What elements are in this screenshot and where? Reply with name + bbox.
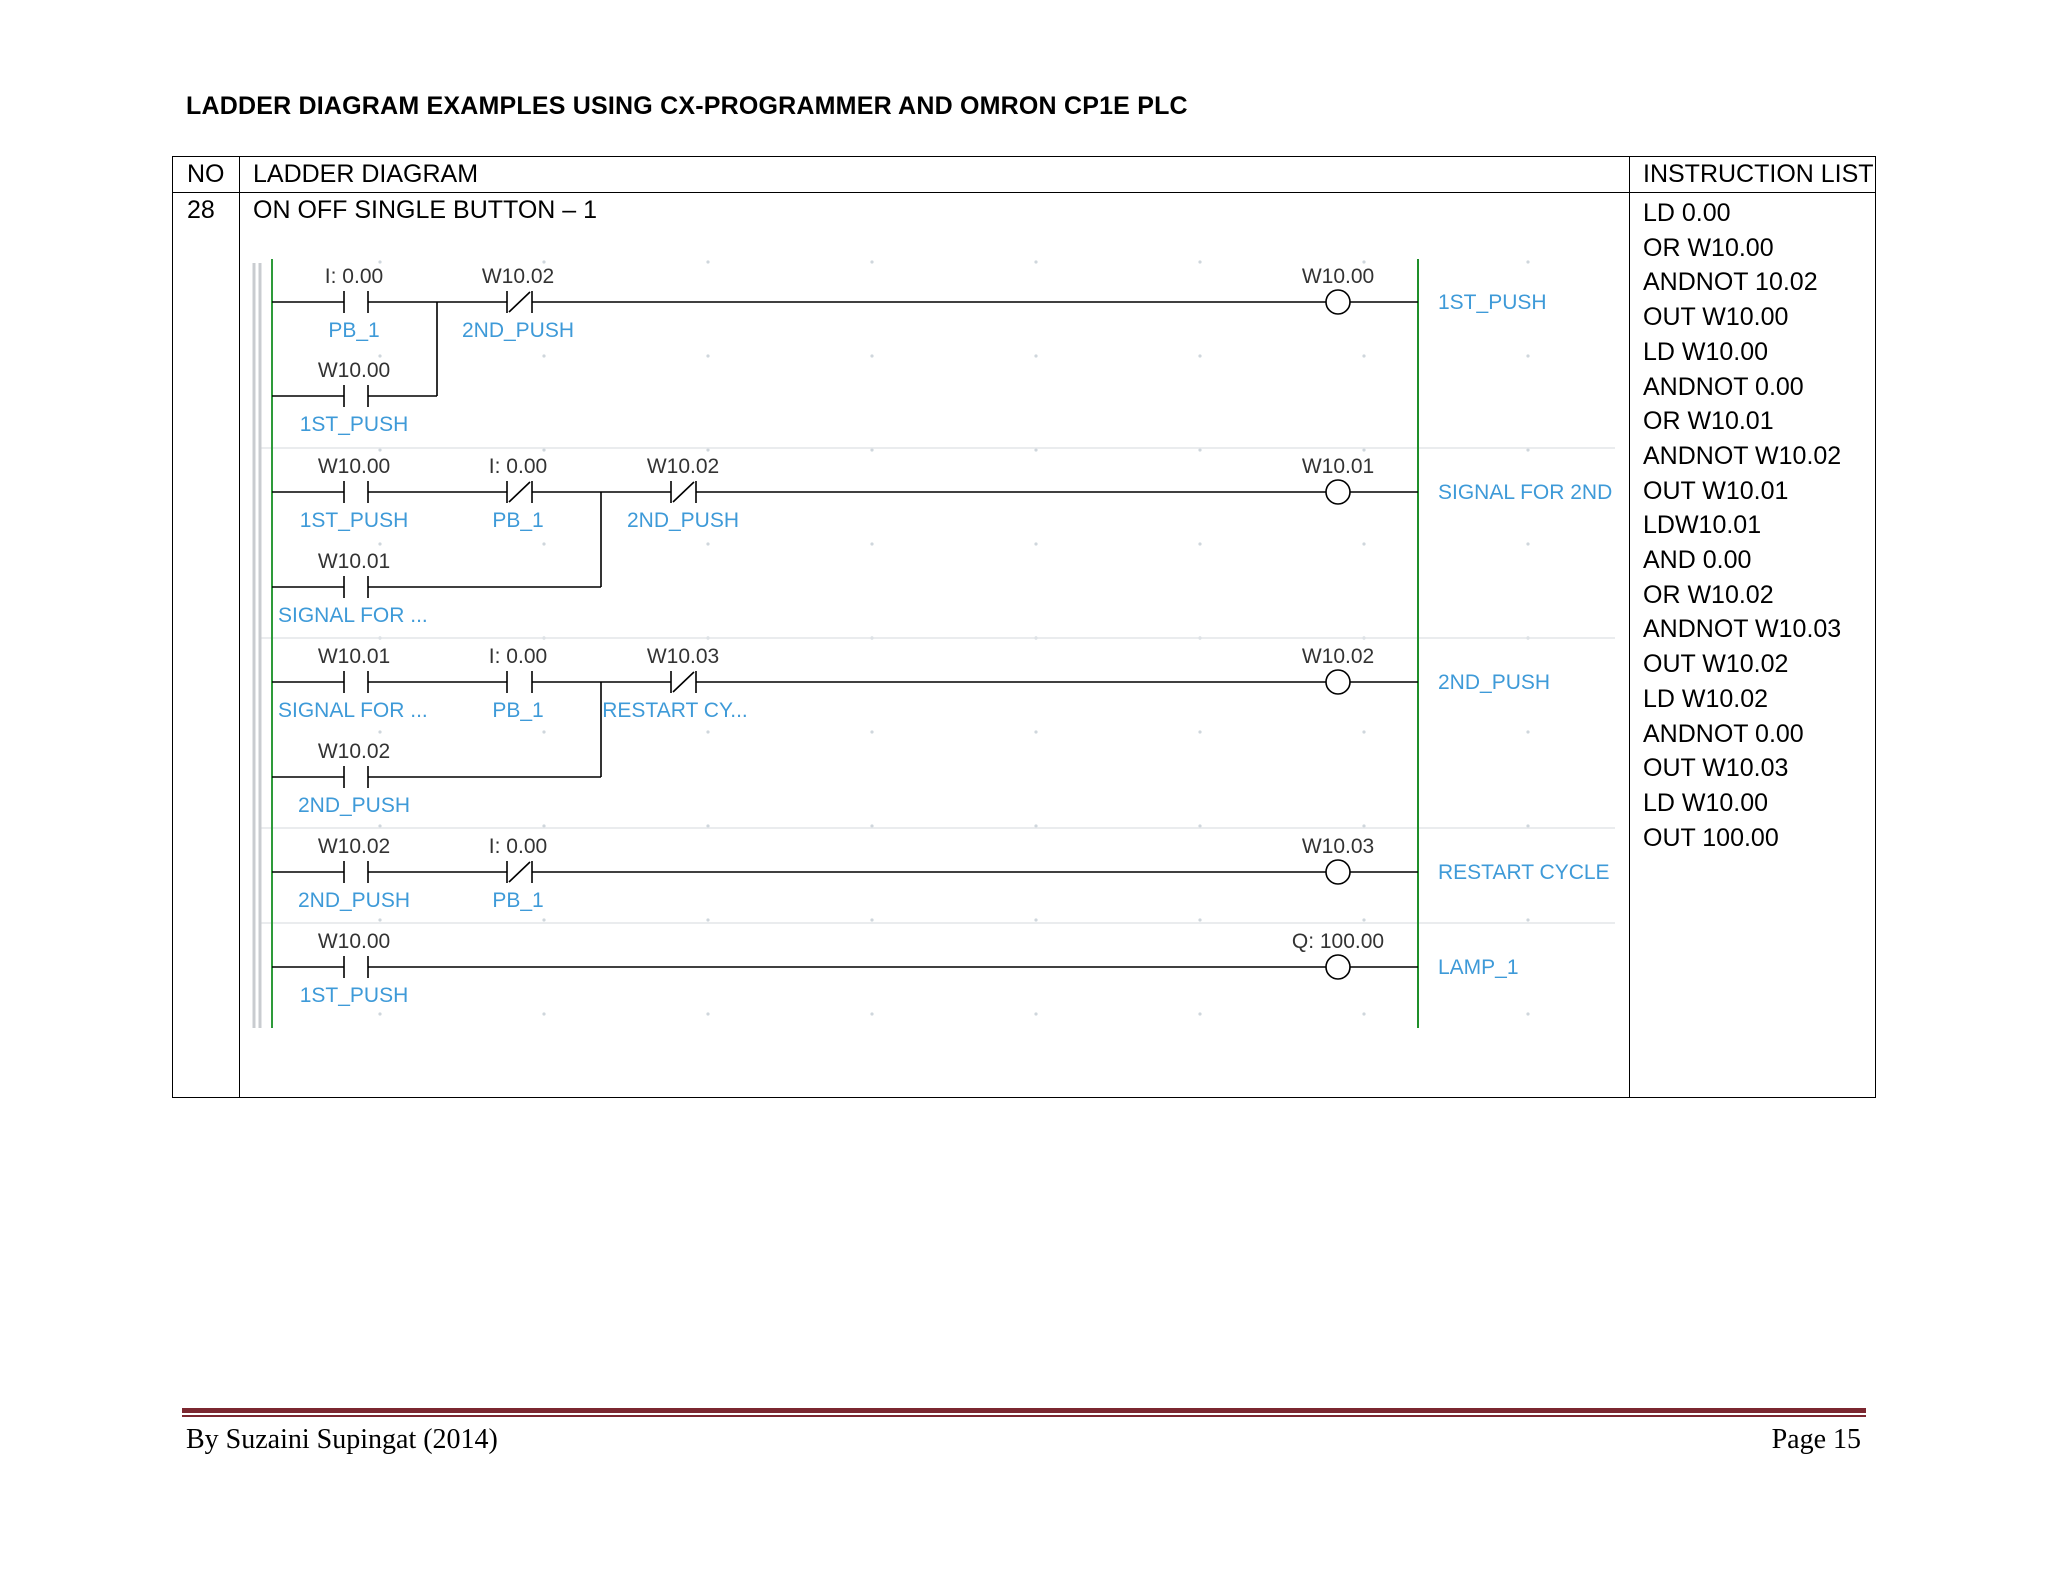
rung-1-contact-2-name: 2ND_PUSH [461,319,575,342]
footer-page-number: Page 15 [1771,1424,1861,1455]
rung-4-contact-2-name: PB_1 [492,889,544,912]
rung-3-parallel-address: W10.02 [317,740,391,763]
instruction-line: LD 0.00 [1643,199,1731,227]
instruction-line: LD W10.02 [1643,684,1769,713]
header-no: NO [187,160,225,188]
instruction-line: OR W10.01 [1643,407,1774,436]
rung-2-contact-2-name: PB_1 [492,509,544,532]
rung-1-contact-1-address: I: 0.00 [324,265,384,288]
table-header-divider [173,192,1875,193]
footer-rule-thick [182,1408,1866,1413]
rung-5-coil-address: Q: 100.00 [1291,930,1385,953]
rung-1-contact-2-address: W10.02 [481,265,555,288]
rung-2-parallel-name: SIGNAL FOR ... [278,604,428,627]
instruction-line: ANDNOT 0.00 [1643,372,1804,401]
row-number: 28 [187,196,215,224]
rung-3-contact-1-address: W10.01 [317,645,391,668]
instruction-line: OUT 100.00 [1643,823,1779,852]
instruction-list [1643,196,1841,855]
footer-rule-thin [182,1415,1866,1417]
rung-2-contact-3-name: 2ND_PUSH [626,509,740,532]
instruction-line: OUT W10.01 [1643,476,1789,505]
table-divider-no [239,157,240,1097]
rung-3-contact-2-address: I: 0.00 [488,645,548,668]
rung-2-coil-address: W10.01 [1301,455,1375,478]
instruction-line: ANDNOT 10.02 [1643,268,1818,297]
rung-3-parallel-name: 2ND_PUSH [297,794,411,817]
instruction-line: LD W10.00 [1643,788,1769,817]
rung-4-contact-1-address: W10.02 [317,835,391,858]
rung-3-contact-3-name: RESTART CY... [602,699,748,722]
instruction-line: ANDNOT 0.00 [1643,719,1804,748]
rung-2-parallel-address: W10.01 [317,550,391,573]
rung-5-coil-name: LAMP_1 [1438,956,1519,979]
instruction-line: OUT W10.02 [1643,650,1789,679]
instruction-line: ANDNOT W10.02 [1643,441,1842,470]
rung-5-contact-1-address: W10.00 [317,930,391,953]
rung-4-coil-name: RESTART CYCLE [1438,861,1610,884]
instruction-line: OR W10.02 [1643,580,1774,609]
instruction-line: LD W10.00 [1643,337,1769,366]
header-instruction-list: INSTRUCTION LIST [1643,160,1874,188]
rung-3-coil-name: 2ND_PUSH [1438,671,1551,694]
table-divider-instruction [1629,157,1630,1097]
footer-author: By Suzaini Supingat (2014) [186,1424,498,1455]
rung-3-contact-3-address: W10.03 [646,645,720,668]
rung-3-contact-2-name: PB_1 [492,699,544,722]
rung-1-contact-1-name: PB_1 [328,319,380,342]
rung-2-contact-3-address: W10.02 [646,455,720,478]
rung-5-contact-1-name: 1ST_PUSH [299,984,409,1007]
ladder-diagram [250,255,1620,1035]
instruction-line: OUT W10.00 [1643,303,1789,332]
instruction-line: OUT W10.03 [1643,754,1789,783]
rung-2-coil-name: SIGNAL FOR 2ND [1438,481,1613,504]
rung-4-contact-1-name: 2ND_PUSH [297,889,411,912]
rung-1-parallel-name: 1ST_PUSH [299,413,409,436]
instruction-line: OR W10.00 [1643,233,1774,262]
rung-3-contact-1-name: SIGNAL FOR ... [278,699,428,722]
rung-2-contact-1-name: 1ST_PUSH [299,509,409,532]
rung-2-contact-2-address: I: 0.00 [488,455,548,478]
row-title: ON OFF SINGLE BUTTON – 1 [253,196,598,224]
page-heading: LADDER DIAGRAM EXAMPLES USING CX-PROGRAMMER AND OMRON CP1E PLC [186,92,1188,120]
rung-4-contact-2-address: I: 0.00 [488,835,548,858]
rung-2-contact-1-address: W10.00 [317,455,391,478]
rung-1-coil-address: W10.00 [1301,265,1375,288]
rung-4-coil-address: W10.03 [1301,835,1375,858]
instruction-line: AND 0.00 [1643,546,1752,575]
rung-1-coil-name: 1ST_PUSH [1438,291,1547,314]
instruction-line: ANDNOT W10.03 [1643,615,1842,644]
header-ladder-diagram: LADDER DIAGRAM [253,160,479,188]
rung-3-coil-address: W10.02 [1301,645,1375,668]
instruction-line: LDW10.01 [1643,511,1762,540]
rung-1-parallel-address: W10.00 [317,359,391,382]
